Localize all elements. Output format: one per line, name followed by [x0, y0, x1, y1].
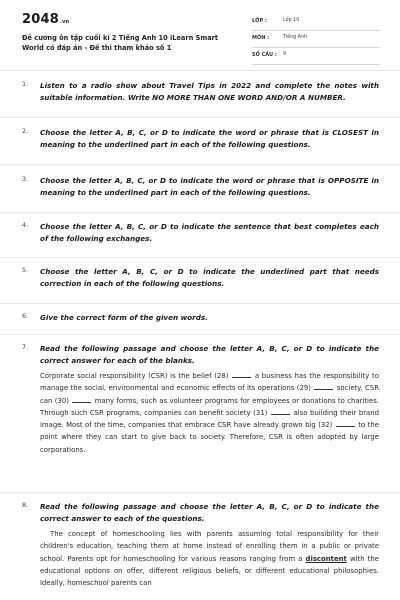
question-divider [0, 492, 400, 493]
document-title: Đề cương ôn tập cuối kì 2 Tiếng Anh 10 iLearn Smart World có đáp án - Đề thi tham khảo số 1 [22, 34, 219, 52]
question-number: 2. [22, 127, 29, 135]
blank-30 [72, 397, 91, 403]
question-instruction: Choose the letter A, B, C, or D to indicate the sentence that best completes each of the following exchanges. [40, 222, 379, 243]
question-instruction: Read the following passage and choose the letter A, B, C, or D to indicate the correct answer for each of the blanks. [40, 344, 379, 365]
passage-text: also building their brand image. Most of the time, companies that embrace CSR have already grown big (32) [40, 408, 379, 430]
meta-key: MÔN : [252, 35, 270, 41]
logo-text: 2048 [22, 12, 59, 27]
passage-text: many forms, such as volunteer programs for employees or donations to charities. Through such CSR programs, companies can benefit society (31) [40, 396, 379, 417]
passage-text: to the point where they can start to give back to society. Therefore, CSR is often adopted by large corporations. [40, 421, 379, 454]
passage-text: society. CSR can (30) [40, 384, 379, 405]
header-divider [0, 70, 400, 71]
question-number: 1. [22, 80, 29, 88]
reading-passage-homeschooling [40, 528, 379, 589]
passage-text: The concept of homeschooling lies with parents assuming total responsibility for their children's education, teaching them at home instead of enrolling them in a public or private school. Parents opt for homeschooling for various reasons ranging from a [40, 530, 379, 563]
underlined-word: discontent [305, 554, 347, 563]
meta-row-subject [252, 31, 380, 48]
meta-key: LỚP : [252, 18, 267, 24]
meta-row-class [252, 14, 380, 31]
question-divider [0, 303, 400, 304]
meta-row-count [252, 48, 380, 65]
question-number: 4. [22, 221, 29, 229]
meta-value: Lớp 10 [283, 18, 300, 23]
question-instruction: Give the correct form of the given words. [40, 313, 208, 322]
site-logo[interactable] [22, 12, 69, 27]
question-number: 8. [22, 501, 29, 509]
question-instruction: Read the following passage and choose the letter A, B, C, or D to indicate the correct answer to each of the questions. [40, 502, 379, 523]
question-number: 6. [22, 312, 29, 320]
logo-suffix: .vn [59, 19, 70, 25]
question-instruction: Choose the letter A, B, C, or D to indicate the word or phrase that is CLOSEST in meaning to the underlined part in each of the following questions. [40, 128, 379, 149]
question-divider [0, 334, 400, 335]
blank-29 [314, 384, 333, 390]
question-number: 5. [22, 266, 29, 274]
meta-value: 9 [283, 52, 287, 57]
question-instruction: Choose the letter A, B, C, or D to indicate the word or phrase that is OPPOSITE in meaning to the underlined part in each of the following questions. [40, 176, 379, 197]
document-header [0, 0, 400, 70]
question-divider [0, 212, 400, 213]
question-divider [0, 117, 400, 118]
question-number: 3. [22, 175, 29, 183]
meta-key: SỐ CÂU : [252, 52, 277, 58]
blank-28 [232, 372, 251, 378]
question-divider [0, 257, 400, 258]
blank-32 [336, 421, 355, 427]
question-divider [0, 164, 400, 165]
meta-value: Tiếng Anh [283, 35, 308, 40]
question-instruction: Choose the letter A, B, C, or D to indicate the underlined part that needs correction in each of the following questions. [40, 267, 379, 288]
blank-31 [271, 409, 290, 415]
passage-text: Corporate social responsibility (CSR) is the belief (28) [40, 372, 229, 380]
question-instruction: Listen to a radio show about Travel Tips in 2022 and complete the notes with suitable information. Write NO MORE THAN ONE WORD AND/OR A NUMBER. [40, 81, 379, 102]
reading-passage-csr [40, 370, 379, 456]
meta-table [252, 14, 380, 65]
question-number: 7. [22, 343, 29, 351]
passage-text: a business has the responsibility to manage the social, environmental and economic effects of its operations (29) [40, 372, 379, 393]
passage-text: with the educational options on offer, different religious beliefs, or different educational philosophies. Ideally, homeschool parents can [40, 554, 379, 588]
